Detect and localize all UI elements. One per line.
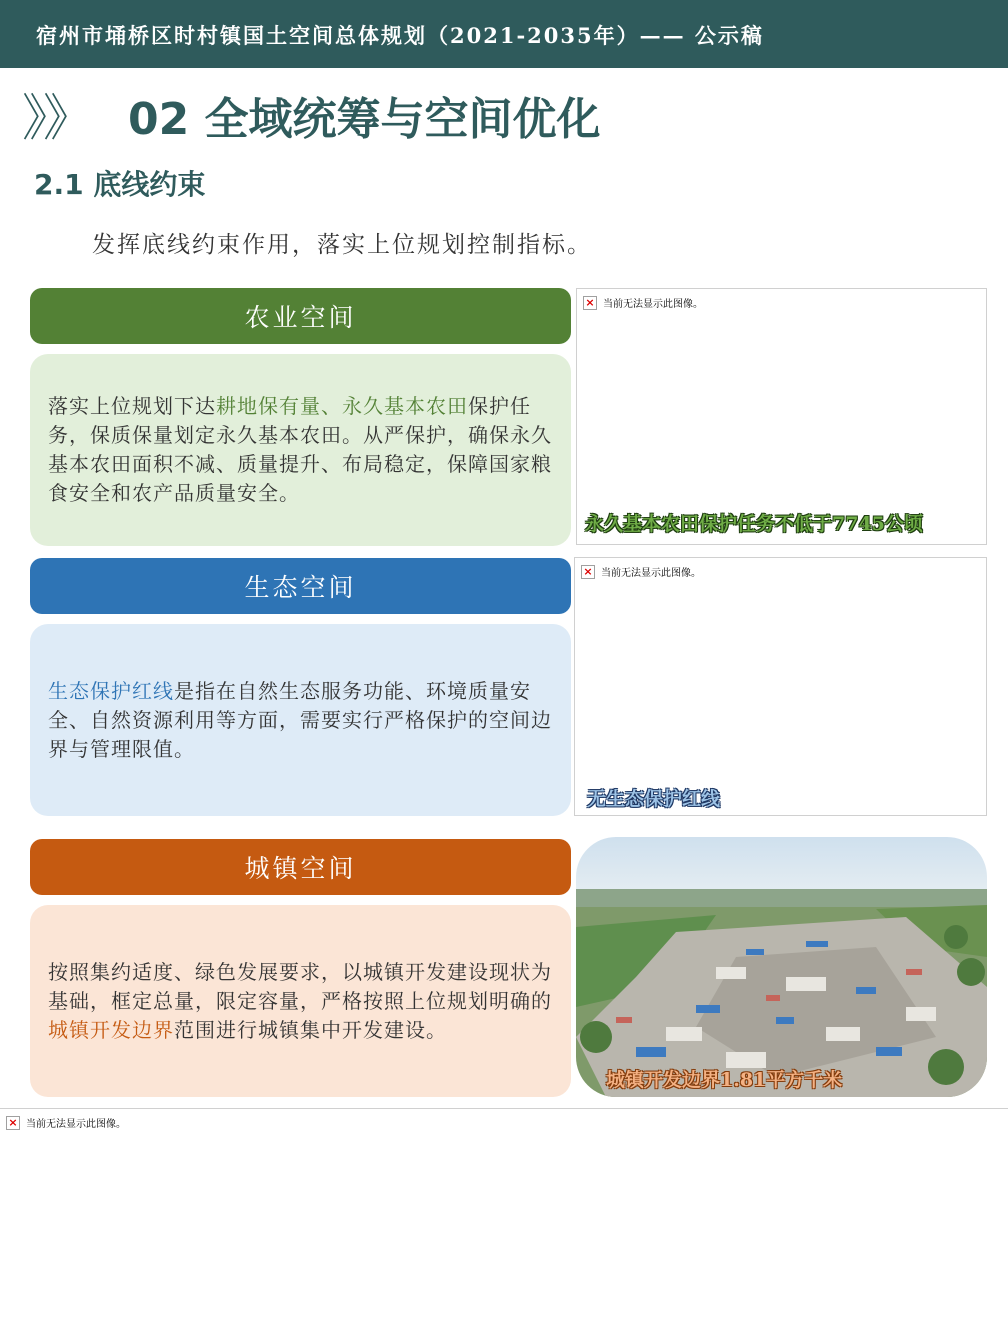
- agriculture-description: [30, 354, 571, 546]
- urban-description: [30, 905, 571, 1097]
- broken-image-text: 当前无法显示此图像。: [603, 299, 703, 310]
- urban-text-before: 按照集约适度、绿色发展要求，以城镇开发建设现状为基础，框定总量，限定容量，严格按照上位规划明确的: [48, 959, 552, 1013]
- broken-image-text: 当前无法显示此图像。: [26, 1119, 126, 1130]
- subsection-title: 2.1 底线约束: [34, 168, 206, 201]
- bottom-image: [0, 1108, 1008, 1344]
- urban-label: 城镇空间: [30, 839, 571, 895]
- section-title: 02 全域统筹与空间优化: [128, 94, 601, 145]
- broken-image-notice: [583, 295, 703, 310]
- agriculture-text-before: 落实上位规划下达: [48, 394, 216, 418]
- urban-paragraph: [48, 958, 553, 1045]
- header-bar: [0, 0, 1008, 68]
- urban-caption: 城镇开发边界1.81平方千米: [606, 1069, 843, 1091]
- ecology-text-after: 是指在自然生态服务功能、环境质量安全、自然资源利用等方面，需要实行严格保护的空间边界与管理限值。: [48, 678, 552, 761]
- broken-image-icon: ×: [6, 1116, 20, 1130]
- agriculture-image: [576, 288, 987, 545]
- broken-image-notice: [6, 1115, 126, 1130]
- broken-image-icon: ×: [581, 565, 595, 579]
- ecology-label: 生态空间: [30, 558, 571, 614]
- agriculture-text-after: 保护任务，保质保量划定永久基本农田。从严保护，确保永久基本农田面积不减、质量提升、布局稳定，保障国家粮食安全和农产品质量安全。: [48, 394, 552, 505]
- agriculture-label: 农业空间: [30, 288, 571, 344]
- agriculture-paragraph: [48, 392, 553, 508]
- ecology-description: [30, 624, 571, 816]
- intro-text: 发挥底线约束作用，落实上位规划控制指标。: [92, 232, 592, 258]
- agriculture-caption: 永久基本农田保护任务不低于7745公顷: [585, 513, 923, 535]
- town-aerial-photo: [576, 837, 987, 1097]
- urban-text-after: 范围进行城镇集中开发建设。: [174, 1017, 447, 1042]
- ecology-image: [574, 557, 987, 816]
- urban-highlight: 城镇开发边界: [48, 1017, 174, 1042]
- broken-image-notice: [581, 564, 701, 579]
- ecology-caption: 无生态保护红线: [587, 788, 721, 810]
- town-aerial-illustration: [576, 837, 987, 1097]
- agriculture-highlight: 耕地保有量、永久基本农田: [216, 394, 468, 418]
- ecology-paragraph: [48, 677, 553, 764]
- broken-image-text: 当前无法显示此图像。: [601, 568, 701, 579]
- document-title: 宿州市埇桥区时村镇国土空间总体规划（2021-2035年）—— 公示稿: [36, 23, 764, 48]
- broken-image-icon: ×: [583, 296, 597, 310]
- ecology-highlight: 生态保护红线: [48, 678, 174, 703]
- chevron-icon: 》》: [22, 89, 89, 147]
